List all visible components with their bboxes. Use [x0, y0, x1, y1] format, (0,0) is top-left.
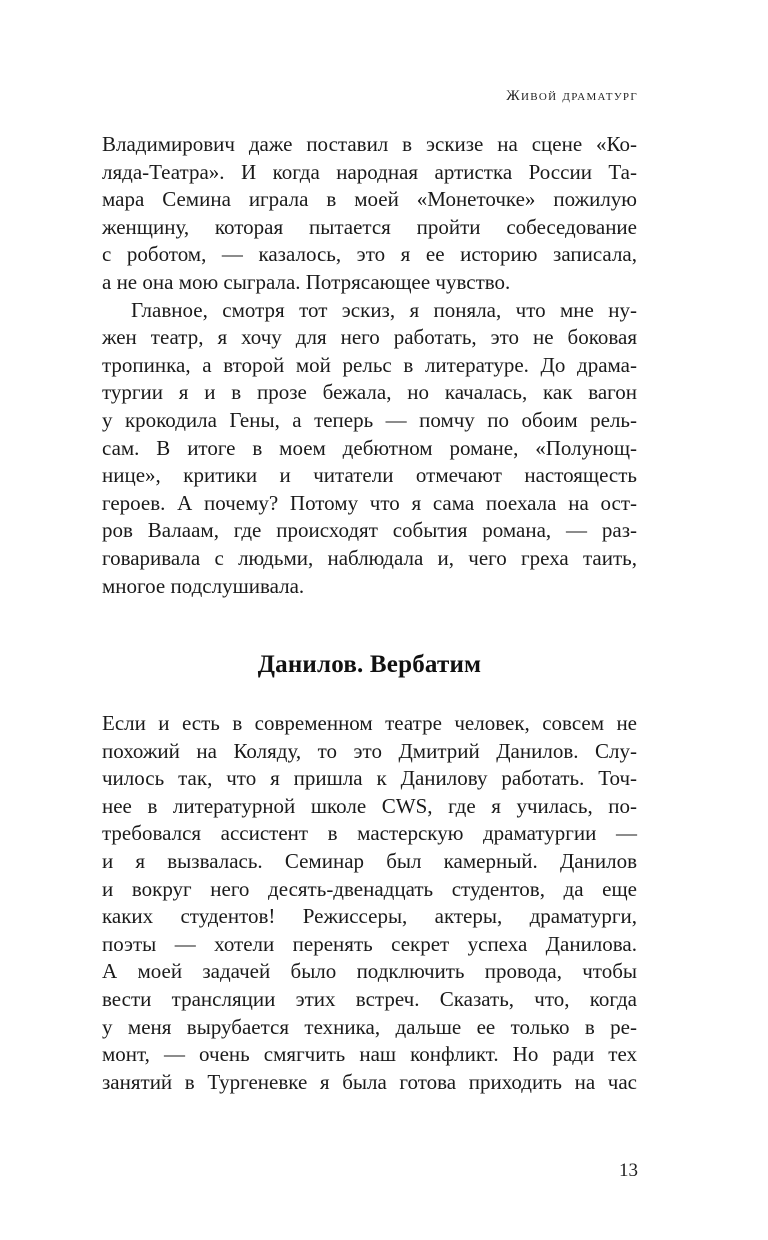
page-number: 13 — [619, 1160, 638, 1181]
text-line: тургии я и в прозе бежала, но качалась, как вагон — [102, 380, 637, 405]
section-title: Данилов. Вербатим — [257, 651, 482, 678]
text-line: с роботом, — казалось, это я ее историю записала, — [102, 242, 637, 267]
text-line: чилось так, что я пришла к Данилову работать. Точ- — [102, 766, 637, 791]
text-line: мара Семина играла в моей «Монеточке» пожилую — [102, 187, 637, 212]
text-line: нее в литературной школе CWS, где я училась, по- — [102, 793, 637, 818]
text-line: и вокруг него десять-двенадцать студентов, да еще — [102, 876, 637, 901]
text-line: поэты — хотели перенять секрет успеха Данилова. — [102, 931, 637, 956]
text-line: тропинка, а второй мой рельс в литературе. До драма- — [102, 352, 637, 377]
text-line: а не она мою сыграла. Потрясающее чувство. — [102, 269, 511, 294]
body-text-top — [102, 131, 637, 600]
text-line: у крокодила Гены, а теперь — помчу по обоим рель- — [102, 407, 637, 432]
text-line: Если и есть в современном театре человек, совсем не — [102, 711, 637, 735]
text-line: женщину, которая пытается пройти собеседование — [102, 214, 637, 239]
text-line: героев. А почему? Потому что я сама поехала на ост- — [102, 490, 637, 515]
text-line: похожий на Коляду, то это Дмитрий Данилов. Слу- — [102, 738, 637, 763]
text-line: А моей задачей было подключить провода, чтобы — [102, 959, 637, 984]
text-line: вести трансляции этих встреч. Сказать, что, когда — [102, 986, 637, 1011]
text-line: многое подслушивала. — [102, 573, 305, 598]
running-header: Живой драматург — [506, 88, 638, 104]
text-line: занятий в Тургеневке я была готова приходить на час — [102, 1069, 637, 1094]
text-line: говаривала с людьми, наблюдала и, чего греха таить, — [102, 545, 637, 570]
text-line: сам. В итоге в моем дебютном романе, «Полунощ- — [102, 435, 637, 460]
text-line: нице», критики и читатели отмечают настоящесть — [102, 463, 637, 488]
text-line: ляда-Театра». И когда народная артистка России Та- — [102, 159, 637, 184]
text-line: требовался ассистент в мастерскую драматургии — — [102, 821, 637, 846]
body-text-bottom — [102, 710, 637, 1096]
text-line: монт, — очень смягчить наш конфликт. Но ради тех — [102, 1042, 637, 1067]
text-line: жен театр, я хочу для него работать, это не боковая — [102, 325, 637, 350]
text-line: Владимирович даже поставил в эскизе на сцене «Ко- — [102, 132, 637, 156]
text-line: и я вызвалась. Семинар был камерный. Данилов — [102, 848, 637, 873]
text-line: каких студентов! Режиссеры, актеры, драматурги, — [102, 904, 637, 929]
text-line: Главное, смотря тот эскиз, я поняла, что мне ну- — [131, 297, 637, 322]
text-line: у меня вырубается техника, дальше ее только в ре- — [102, 1014, 637, 1039]
text-line: ров Валаам, где происходят события романа, — раз- — [102, 518, 637, 543]
